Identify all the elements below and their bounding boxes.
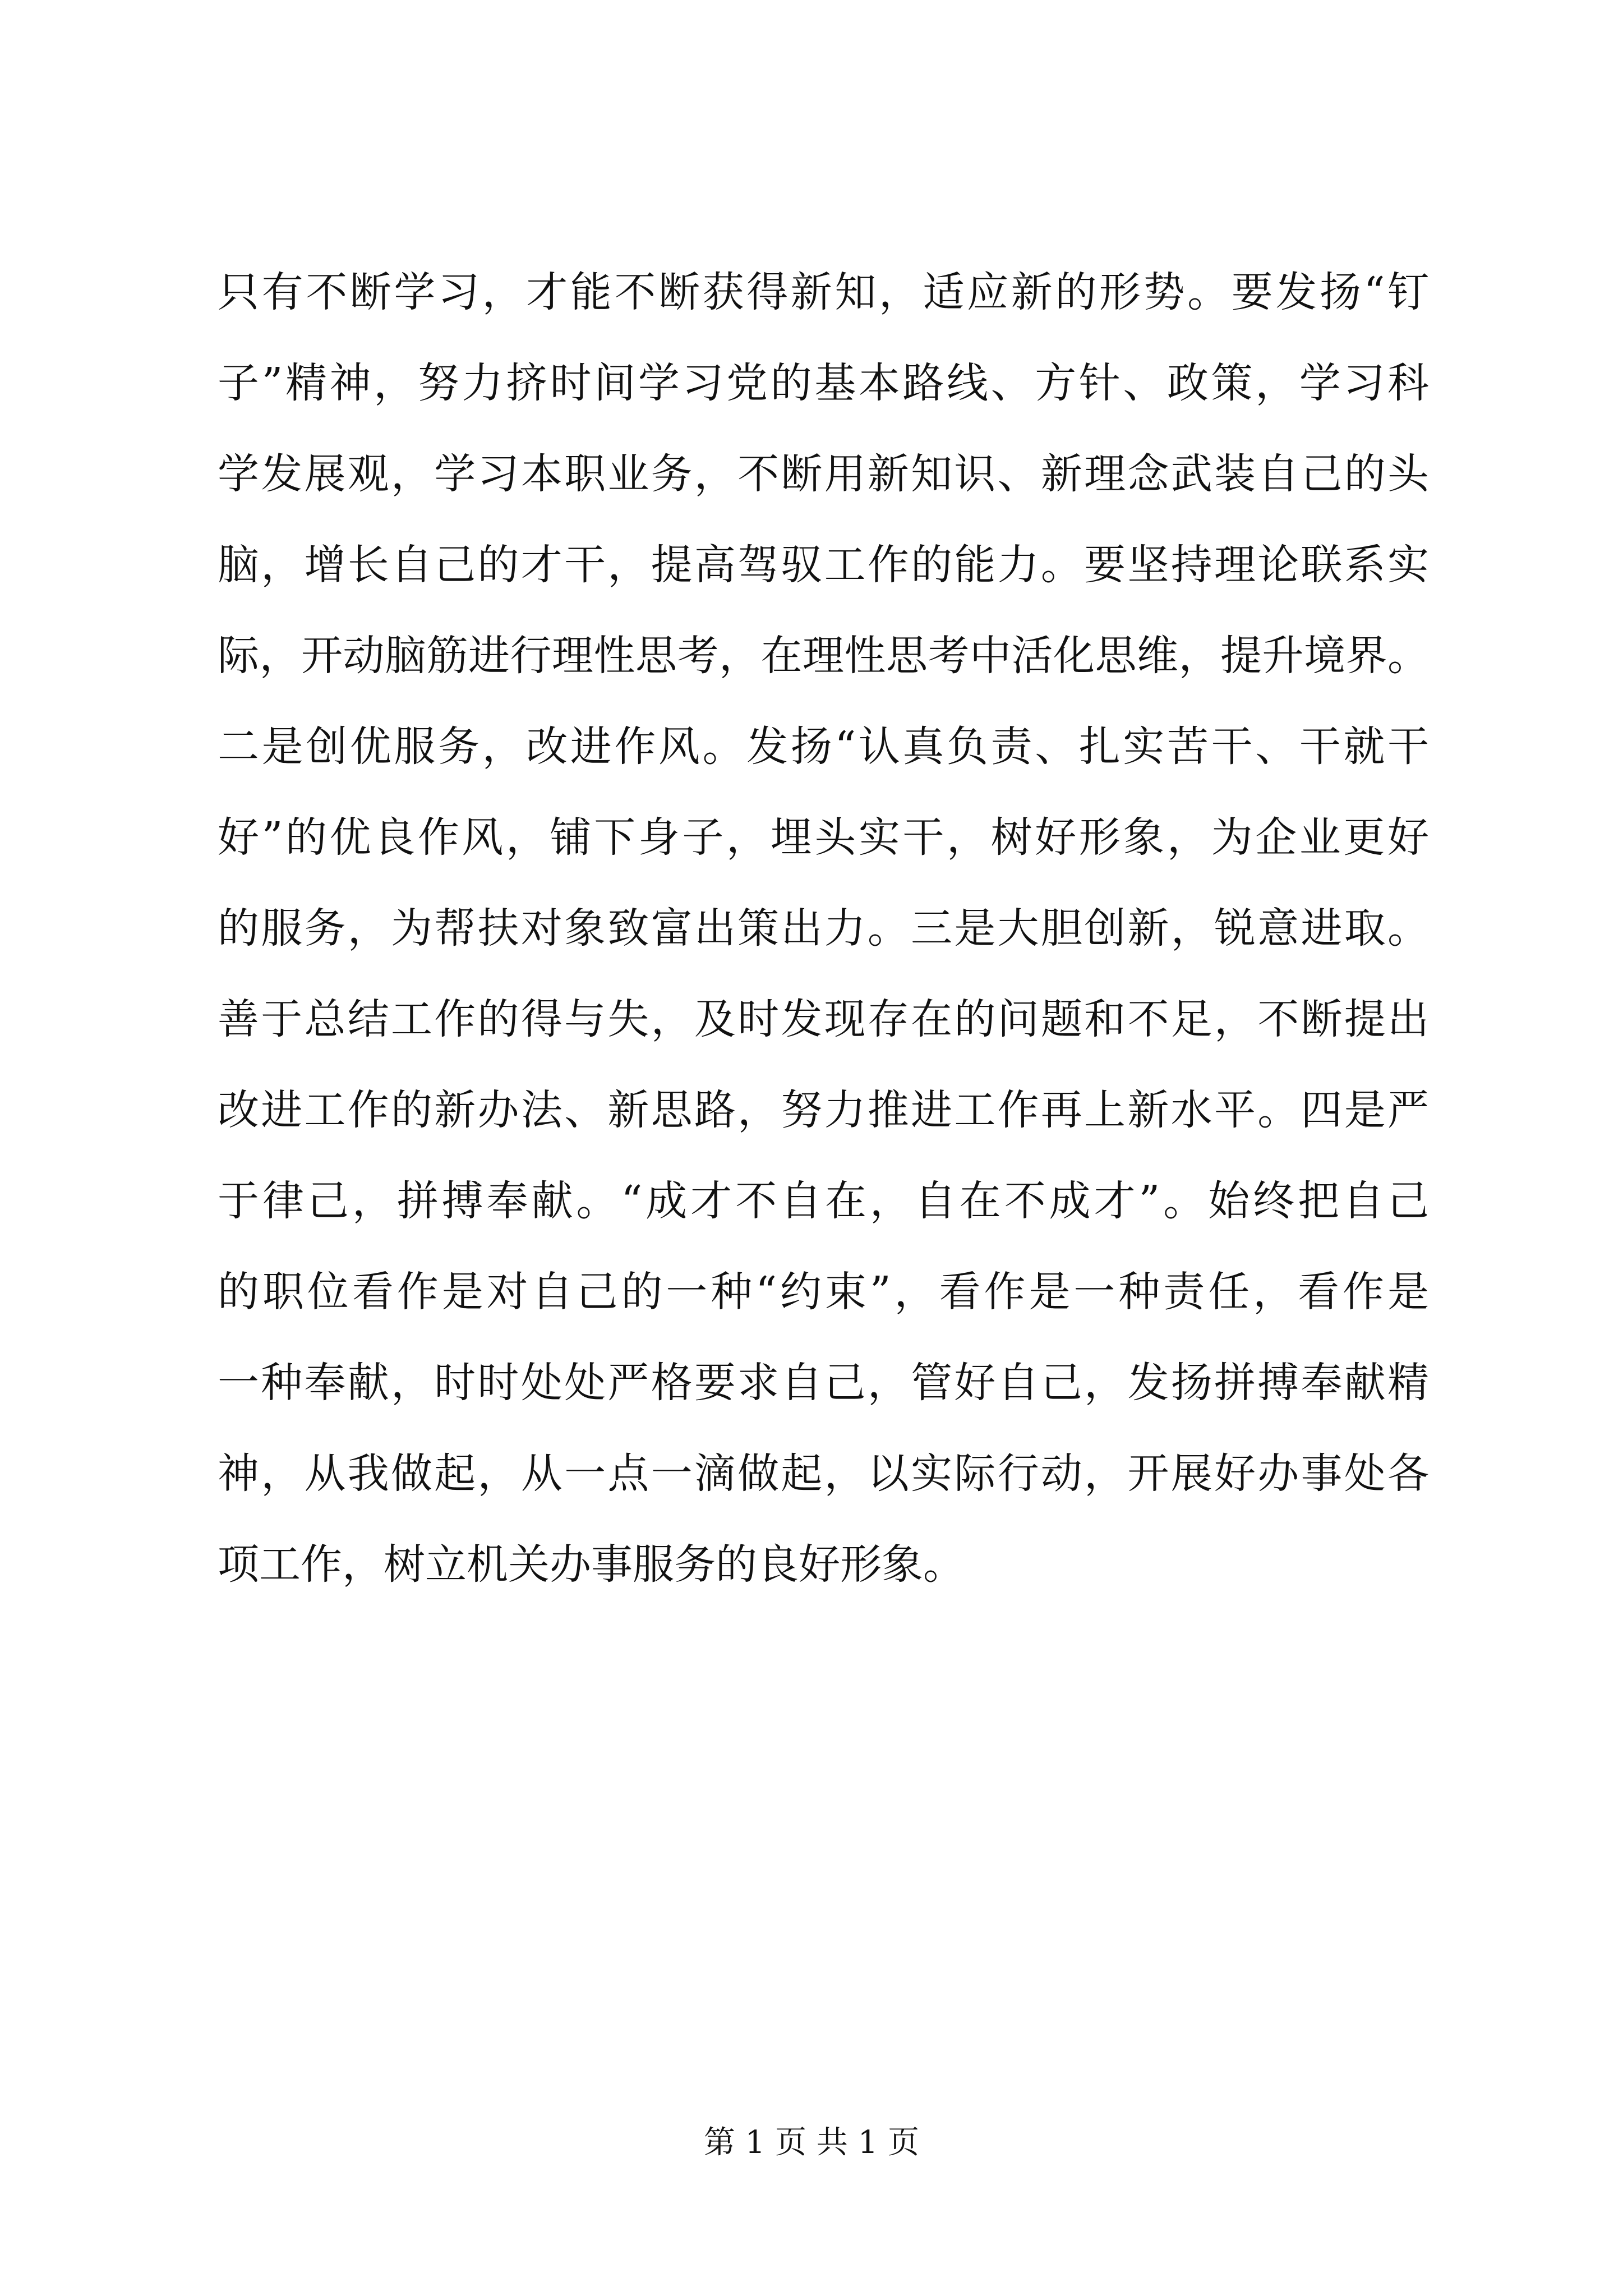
text-line: 子”精神，努力挤时间学习党的基本路线、方针、政策，学习科 (218, 359, 1429, 407)
text-line: 的职位看作是对自己的一种“约束”，看作是一种责任，看作是 (218, 1268, 1429, 1316)
text-line: 的服务，为帮扶对象致富出策出力。三是大胆创新，锐意进取。 (218, 904, 1429, 953)
text-line: 一种奉献，时时处处严格要求自己，管好自己，发扬拼搏奉献精 (218, 1359, 1429, 1407)
page-number-footer: 第 1 页 共 1 页 (703, 2124, 920, 2161)
text-line: 好”的优良作风，铺下身子，埋头实干，树好形象，为企业更好 (218, 813, 1429, 862)
text-line: 脑，增长自己的才干，提高驾驭工作的能力。要坚持理论联系实 (218, 541, 1429, 589)
text-line: 学发展观，学习本职业务，不断用新知识、新理念武装自己的头 (218, 450, 1429, 498)
text-line: 只有不断学习，才能不断获得新知，适应新的形势。要发扬“钉 (218, 268, 1429, 316)
text-line: 善于总结工作的得与失，及时发现存在的问题和不足，不断提出 (218, 995, 1429, 1043)
text-line: 于律己，拼搏奉献。“成才不自在，自在不成才”。始终把自己 (218, 1177, 1429, 1225)
text-line: 改进工作的新办法、新思路，努力推进工作再上新水平。四是严 (218, 1086, 1429, 1134)
text-line: 项工作，树立机关办事服务的良好形象。 (218, 1540, 965, 1589)
text-line: 际，开动脑筋进行理性思考，在理性思考中活化思维，提升境界。 (218, 632, 1429, 680)
text-line: 神，从我做起，从一点一滴做起，以实际行动，开展好办事处各 (218, 1450, 1429, 1498)
body-paragraph (218, 247, 1429, 1610)
text-line: 二是创优服务，改进作风。发扬“认真负责、扎实苦干、干就干 (218, 723, 1429, 771)
